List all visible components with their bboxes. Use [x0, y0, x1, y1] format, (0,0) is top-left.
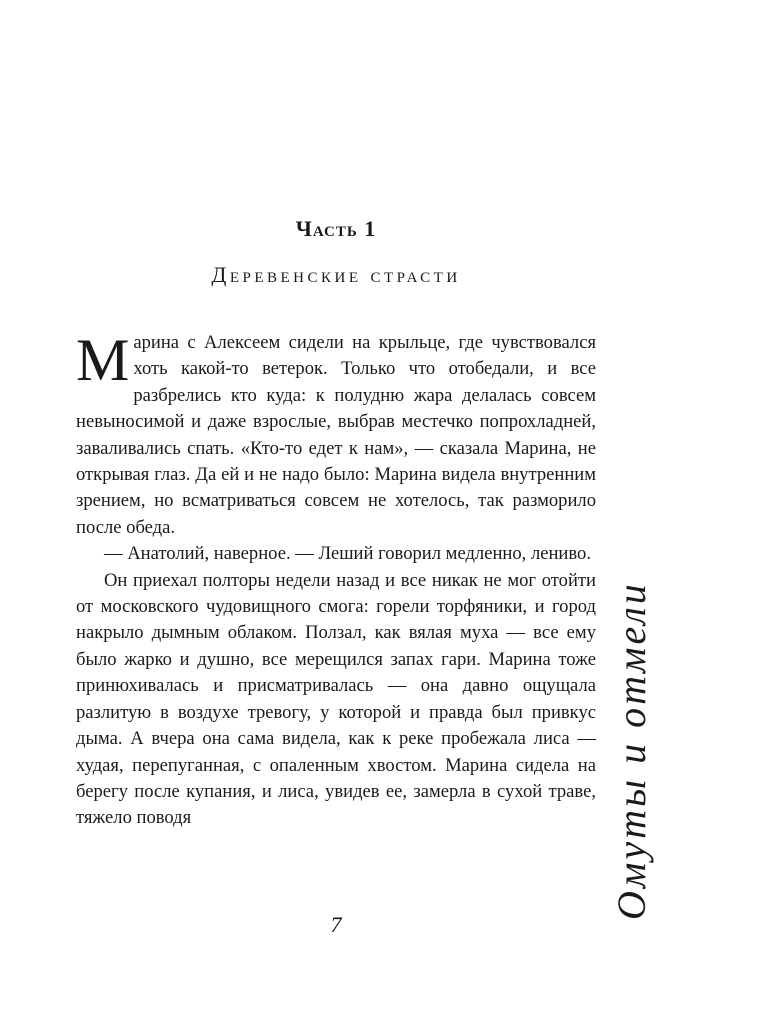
chapter-title: Деревенские страсти	[211, 262, 461, 287]
paragraph-2: — Анатолий, наверное. — Леший говорил медленно, лениво.	[104, 543, 591, 565]
page-number: 7	[330, 912, 342, 937]
paragraph-1-text: арина с Алексеем сидели на крыльце, где чувствовался хоть какой-то ветерок. Только что отобедали, и все разбрелись кто куда: к полудню жара делалась совсем невыносимой и даже взрослые, выбрав местечко попрохладней, заваливались спать. «Кто-то едет к нам», — сказала Марина, не открывая глаз. Да ей и не надо было: Марина видела внутренним зрением, но всматриваться совсем не хотелось, так разморило после обеда.	[76, 332, 596, 538]
paragraph-3: Он приехал полторы недели назад и все никак не мог отойти от московского чудовищного смога: горели торфяники, и город накрыло дымным облаком. Ползал, как вялая муха — все ему было жарко и душно, все мерещился запах гари. Марина тоже принюхивалась и присматривалась — она давно ощущала разлитую в воздухе тревогу, у которой и правда был привкус дыма. А вчера она сама видела, как к реке пробежала лиса — худая, перепуганная, с опаленным хвостом. Марина сидела на берегу после купания, и лиса, увидев ее, замерла в сухой траве, тяжело поводя	[76, 569, 596, 829]
paragraph-1	[76, 327, 596, 541]
part-label: Часть 1	[295, 216, 377, 241]
running-title: Омуты и отмели	[609, 581, 654, 920]
drop-cap: М	[76, 327, 130, 393]
body-text	[76, 327, 596, 832]
